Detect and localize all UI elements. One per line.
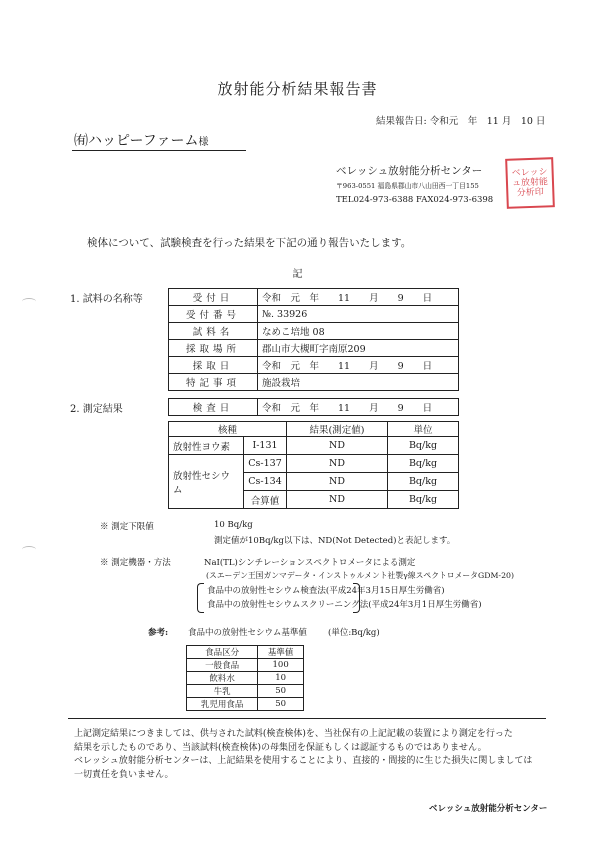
sample-label: 受付日	[169, 289, 258, 306]
table-row	[169, 399, 459, 416]
nuclide: Cs-134	[244, 473, 287, 491]
client-company: ㈲ハッピーファーム	[74, 133, 199, 149]
document-title: 放射能分析結果報告書	[217, 80, 378, 98]
result: ND	[287, 473, 388, 491]
disclaimer	[74, 728, 554, 783]
table-row	[169, 323, 459, 340]
lab-address: 〒963-0551 福島県郡山市八山田西一丁目155	[336, 182, 479, 190]
unit: Bq/kg	[388, 491, 459, 509]
client-name	[74, 130, 208, 150]
table-row	[169, 374, 459, 391]
header-result: 結果(測定値)	[287, 422, 388, 437]
table-row	[169, 357, 459, 374]
inspection-date-table	[168, 398, 459, 416]
inspection-date: 令和 元 年 11 月 9 日	[258, 399, 459, 416]
category: 飲料水	[187, 672, 258, 685]
result: ND	[287, 491, 388, 509]
punch-hole-mark	[22, 298, 36, 305]
header-nuclide: 核種	[169, 422, 287, 437]
value: 50	[258, 698, 304, 711]
sample-value: №. 33926	[258, 306, 459, 323]
result: ND	[287, 455, 388, 473]
sample-label: 採取日	[169, 357, 258, 374]
punch-hole-mark	[22, 546, 36, 553]
value: 10	[258, 672, 304, 685]
reference-unit: (単位:Bq/kg)	[328, 628, 380, 638]
equipment-text: NaI(TL)シンチレーションスペクトロメータによる測定	[204, 558, 416, 568]
lab-seal-stamp: ベレッシュ放射能分析印	[505, 157, 555, 209]
disclaimer-line: ベレッシュ放射能分析センターは、上記結果を使用することにより、直接的・間接的に生じた損失に関しましては	[74, 756, 533, 767]
nuclide: I-131	[244, 437, 287, 455]
sample-value: 施設栽培	[258, 374, 459, 391]
inspection-label: 検査日	[169, 399, 258, 416]
category: 一般食品	[187, 659, 258, 672]
unit: Bq/kg	[388, 455, 459, 473]
limit-note: 測定値が10Bq/kg以下は、ND(Not Detected)と表記します。	[214, 536, 456, 546]
table-row	[187, 685, 304, 698]
header-category: 食品区分	[187, 646, 258, 659]
section-sample-title: 1. 試料の名称等	[70, 294, 143, 305]
reference-label: 参考:	[148, 628, 169, 638]
category: 牛乳	[187, 685, 258, 698]
reference-title: 食品中の放射性セシウム基準値	[188, 628, 307, 638]
unit: Bq/kg	[388, 473, 459, 491]
group-cesium: 放射性セシウム	[169, 455, 244, 509]
sample-label: 受付番号	[169, 306, 258, 323]
table-row	[169, 437, 459, 455]
reference-table	[186, 645, 304, 711]
sample-value: なめこ培地 08	[258, 323, 459, 340]
table-row	[169, 306, 459, 323]
table-row	[187, 698, 304, 711]
table-row	[187, 672, 304, 685]
disclaimer-line: 結果を示したものであり、当該試料(検査検体)の母集団を保証もしくは認証するものではありません。	[74, 742, 487, 753]
client-honorific: 様	[198, 137, 209, 148]
table-row	[169, 455, 459, 473]
ki-heading: 記	[292, 269, 303, 280]
sample-label: 特記事項	[169, 374, 258, 391]
disclaimer-line: 上記測定結果につきましては、供与された試料(検査検体)を、当社保有の上記記載の装置により測定を行った	[74, 729, 513, 739]
divider	[68, 718, 546, 719]
sample-label: 採取場所	[169, 340, 258, 357]
header-unit: 単位	[388, 422, 459, 437]
category: 乳児用食品	[187, 698, 258, 711]
method-2: 食品中の放射性セシウムスクリーニング法(平成24年3月1日厚生労働省)	[207, 600, 482, 610]
unit: Bq/kg	[388, 437, 459, 455]
equipment-label: ※ 測定機器・方法	[100, 558, 171, 568]
table-header-row	[187, 646, 304, 659]
client-underline	[72, 150, 246, 151]
sample-label: 試料名	[169, 323, 258, 340]
sample-value: 令和 元 年 11 月 9 日	[258, 289, 459, 306]
sample-value: 郡山市大槻町字南原209	[258, 340, 459, 357]
sample-value: 令和 元 年 11 月 9 日	[258, 357, 459, 374]
limit-label: ※ 測定下限値	[100, 522, 154, 532]
equipment-detail: (スエーデン王国ガンマデータ・インストゥルメント社製γ線スペクトロメータGDM-20)	[206, 571, 515, 580]
result: ND	[287, 437, 388, 455]
disclaimer-line: 一切責任を負いません。	[74, 770, 174, 781]
results-table	[168, 421, 459, 509]
intro-text: 検体について、試験検査を行った結果を下記の通り報告いたします。	[87, 237, 412, 249]
limit-value: 10 Bq/kg	[214, 520, 253, 530]
header-value: 基準値	[258, 646, 304, 659]
brace-left	[197, 583, 204, 613]
sample-info-table	[168, 288, 459, 391]
lab-phone: TEL024-973-6388 FAX024-973-6398	[336, 195, 494, 205]
bottom-lab-name: ベレッシュ放射能分析センター	[429, 804, 548, 814]
report-date: 結果報告日: 令和元 年 11 月 10 日	[376, 116, 546, 127]
group-iodine: 放射性ヨウ素	[169, 437, 244, 455]
table-header-row	[169, 422, 459, 437]
value: 100	[258, 659, 304, 672]
table-row	[187, 659, 304, 672]
section-results-title: 2. 測定結果	[70, 404, 123, 415]
method-1: 食品中の放射性セシウム検査法(平成24年3月15日厚生労働省)	[207, 586, 445, 596]
table-row	[169, 340, 459, 357]
table-row	[169, 289, 459, 306]
lab-name: ベレッシュ放射能分析センター	[336, 165, 483, 177]
value: 50	[258, 685, 304, 698]
nuclide: 合算値	[244, 491, 287, 509]
nuclide: Cs-137	[244, 455, 287, 473]
